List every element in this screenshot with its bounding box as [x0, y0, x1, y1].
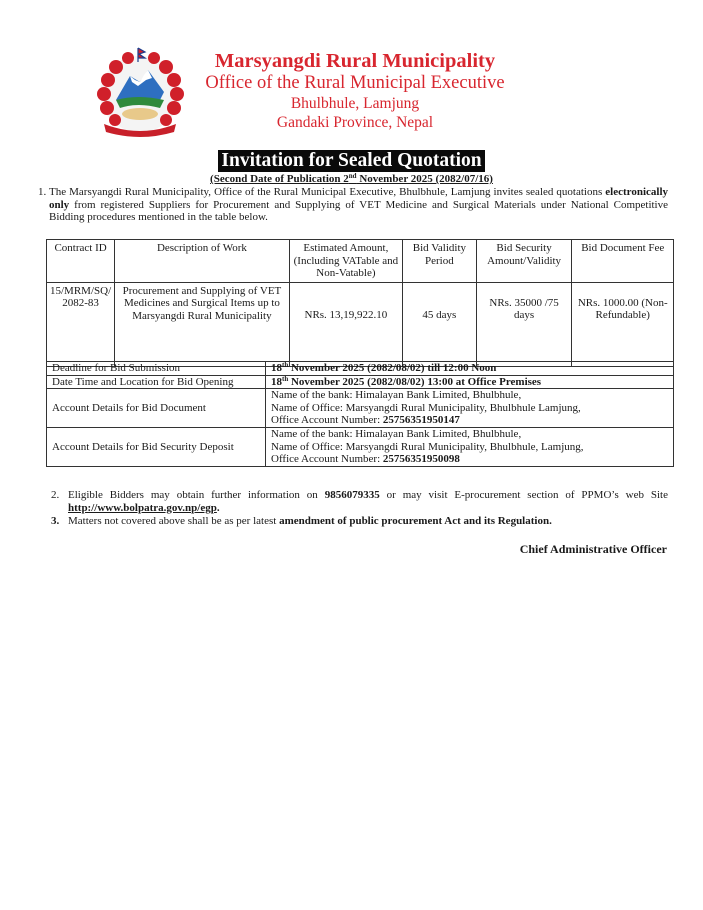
estimated-amount-cell: NRs. 13,19,922.10 — [289, 282, 402, 366]
table-header-row — [47, 240, 674, 283]
signatory-title: Chief Administrative Officer — [519, 542, 667, 556]
bid-details-table — [46, 361, 674, 467]
opening-rest: November 2025 (2082/08/02) 13:00 at Office Premises — [288, 375, 542, 388]
office-name: Office of the Rural Municipal Executive — [205, 73, 505, 93]
bid-validity-cell: 45 days — [403, 282, 477, 366]
publication-date-post: November 2025 (2082/07/16) — [356, 173, 493, 185]
deadline-day: 18 — [271, 362, 282, 374]
deadline-value — [266, 362, 674, 376]
phone-number: 9856079335 — [324, 489, 380, 501]
paragraph-2 — [51, 489, 668, 514]
bid-security-cell: NRs. 35000 /75 days — [476, 282, 572, 366]
deadline-sup: th — [282, 361, 289, 369]
paragraph-number: 3. — [51, 515, 60, 527]
table-row — [47, 282, 674, 366]
account-label: Office Account Number: — [271, 414, 383, 427]
account-line — [271, 453, 668, 466]
paragraph-3 — [51, 515, 668, 528]
opening-sup: th — [282, 374, 289, 383]
contract-table — [46, 239, 674, 367]
description-cell: Procurement and Supplying of VET Medicines and Surgical Items up to Marsyangdi Rural Municipality — [115, 282, 290, 366]
column-header: Bid Validity Period — [403, 240, 477, 283]
paragraph-number: 1. — [38, 186, 47, 198]
paragraph-bold-text: electronically only — [49, 186, 668, 211]
opening-day: 18 — [271, 375, 282, 388]
paragraph-period: . — [216, 501, 220, 514]
row-label: Account Details for Bid Document — [47, 389, 266, 428]
account-number: 25756351950098 — [382, 453, 460, 466]
publication-date-sup: nd — [348, 172, 357, 180]
paragraph-text: from registered Suppliers for Procurement and Supplying of VET Medicine and Surgical Materials under National Competitive Bidding procedures mentioned in the table below. — [49, 198, 668, 224]
paragraph-number: 2. — [51, 489, 60, 501]
account-line — [271, 414, 668, 427]
account-label: Office Account Number: — [271, 453, 383, 466]
paragraph-bold-text: amendment of public procurement Act and its Regulation. — [279, 515, 552, 527]
column-header: Estimated Amount, (Including VATable and Non-Vatable) — [289, 240, 402, 283]
opening-value — [266, 375, 674, 389]
address-line-1: Bhulbhule, Lamjung — [290, 95, 420, 112]
account-number: 25756351950147 — [382, 414, 460, 427]
publication-date-pre: (Second Date of Publication 2 — [210, 173, 349, 185]
paragraph-text: or may visit E-procurement section of PPMO’s web Site — [379, 489, 668, 501]
paragraph-text: The Marsyangdi Rural Municipality, Office of the Rural Municipal Executive, Bhulbhule, Lamjung invites sealed quotations — [49, 186, 606, 198]
letterhead — [200, 50, 510, 132]
column-header: Description of Work — [115, 240, 290, 283]
row-label: Date Time and Location for Bid Opening — [47, 375, 266, 389]
column-header: Bid Document Fee — [572, 240, 674, 283]
contract-id-cell: 15/MRM/SQ/ 2082-83 — [47, 282, 115, 366]
organization-name: Marsyangdi Rural Municipality — [214, 50, 496, 72]
office-name: Name of Office: Marsyangdi Rural Municipality, Bhulbhule, Lamjung, — [271, 440, 584, 453]
bank-name: Name of the bank: Himalayan Bank Limited, Bhulbhule, — [271, 389, 522, 402]
paragraph-text: Matters not covered above shall be as per latest — [68, 515, 280, 527]
row-label: Account Details for Bid Security Deposit — [47, 427, 266, 466]
table-row — [47, 427, 674, 466]
column-header: Bid Security Amount/Validity — [476, 240, 572, 283]
notice-title-wrap — [0, 150, 703, 172]
publication-date — [0, 173, 703, 185]
notice-title: Invitation for Sealed Quotation — [218, 150, 484, 172]
paragraph-1 — [38, 186, 668, 224]
security-account-details — [266, 427, 674, 466]
table-row — [47, 362, 674, 376]
table-row — [47, 375, 674, 389]
table-row — [47, 389, 674, 428]
government-emblem-icon — [88, 42, 192, 142]
office-name: Name of Office: Marsyangdi Rural Municipality, Bhulbhule Lamjung, — [271, 401, 581, 414]
row-label: Deadline for Bid Submission — [47, 362, 266, 376]
deadline-rest: November 2025 (2082/08/02) till 12:00 Noon — [288, 362, 497, 374]
paragraph-text: Eligible Bidders may obtain further information on — [68, 489, 325, 501]
column-header: Contract ID — [47, 240, 115, 283]
bank-name: Name of the bank: Himalayan Bank Limited, Bhulbhule, — [271, 427, 522, 440]
document-fee-cell: NRs. 1000.00 (Non-Refundable) — [572, 282, 674, 366]
doc-account-details — [266, 389, 674, 428]
website-link[interactable]: http://www.bolpatra.gov.np/egp — [68, 501, 217, 514]
address-line-2: Gandaki Province, Nepal — [276, 114, 434, 131]
